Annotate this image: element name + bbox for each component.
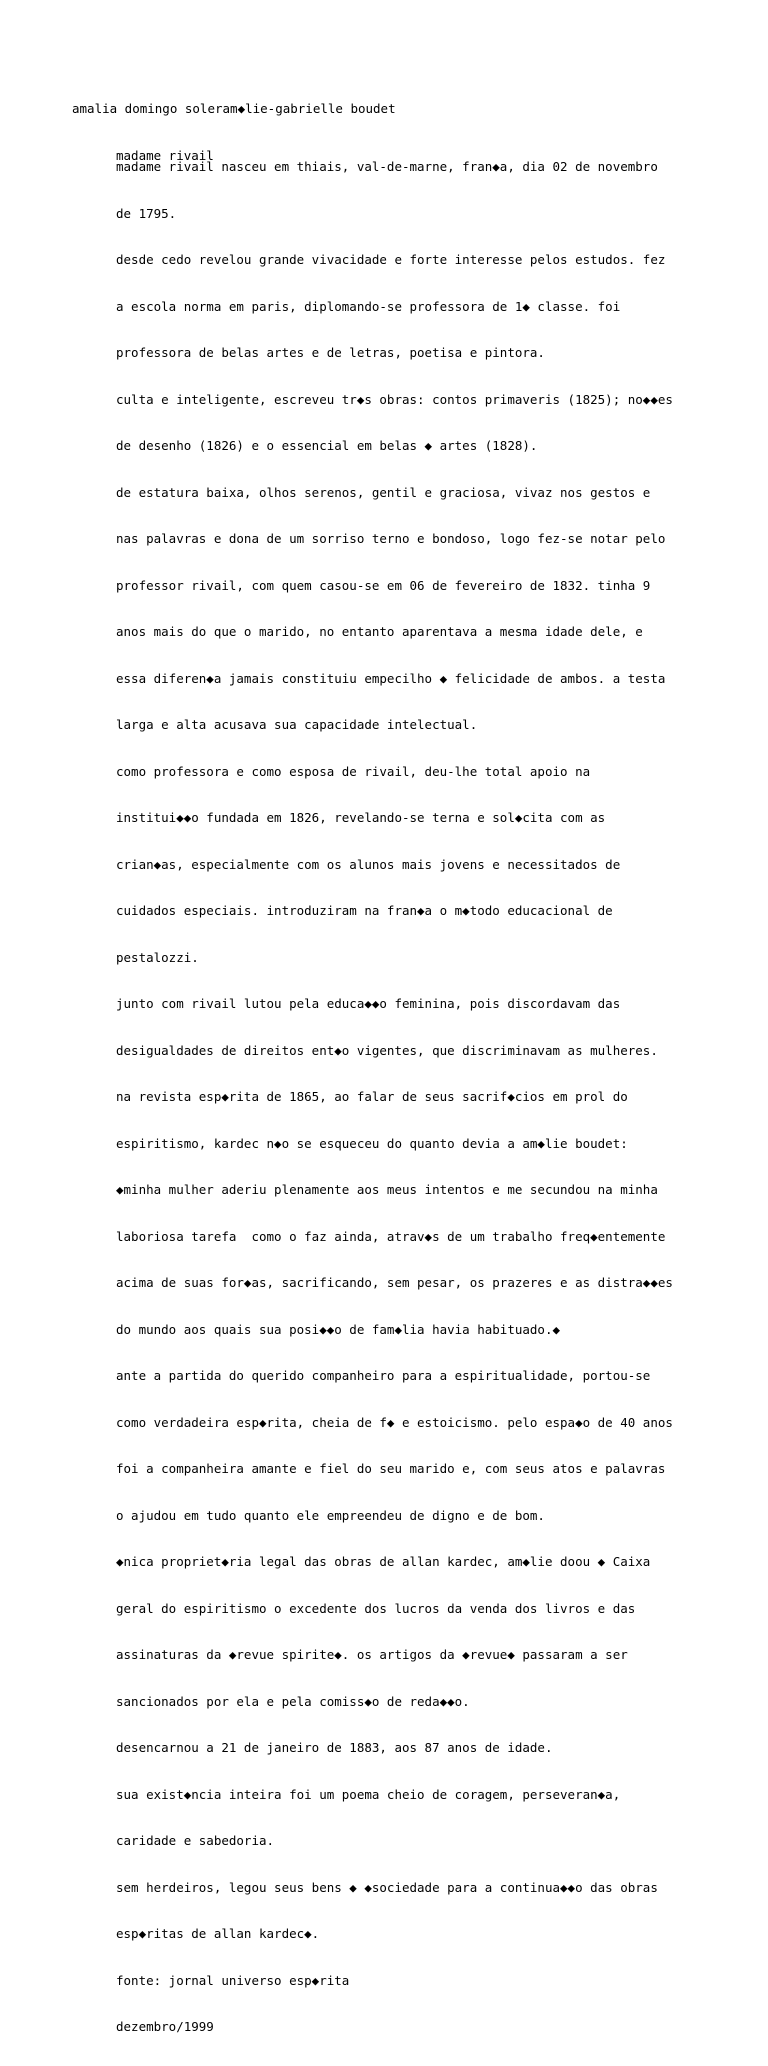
document-subtitle: madame rivail <box>116 147 214 163</box>
body-line: ◆minha mulher aderiu plenamente aos meus intentos e me secundou na minha <box>116 1182 658 1197</box>
body-line: professora de belas artes e de letras, poetisa e pintora. <box>116 345 545 360</box>
body-line: de desenho (1826) e o essencial em belas ◆ artes (1828). <box>116 438 538 453</box>
body-line: espiritismo, kardec n◆o se esqueceu do quanto devia a am◆lie boudet: <box>116 1135 628 1151</box>
body-line: na revista esp◆rita de 1865, ao falar de seus sacrif◆cios em prol do <box>116 1089 628 1104</box>
document-body <box>116 128 673 2066</box>
body-line: desde cedo revelou grande vivacidade e forte interesse pelos estudos. fez <box>116 252 666 267</box>
body-line: anos mais do que o marido, no entanto aparentava a mesma idade dele, e <box>116 624 643 639</box>
body-line: caridade e sabedoria. <box>116 1833 275 1848</box>
body-line: do mundo aos quais sua posi◆◆o de fam◆lia havia habituado.◆ <box>116 1321 561 1337</box>
body-line: culta e inteligente, escreveu tr◆s obras: contos primaveris (1825); no◆◆es <box>116 391 673 407</box>
body-line: a escola norma em paris, diplomando-se professora de 1◆ classe. foi <box>116 298 621 314</box>
body-line: o ajudou em tudo quanto ele empreendeu de digno e de bom. <box>116 1507 545 1523</box>
body-line: dezembro/1999 <box>116 2019 214 2034</box>
body-line: crian◆as, especialmente com os alunos mais jovens e necessitados de <box>116 856 621 872</box>
body-line: como verdadeira esp◆rita, cheia de f◆ e estoicismo. pelo espa◆o de 40 anos <box>116 1414 673 1430</box>
body-line: ante a partida do querido companheiro para a espiritualidade, portou-se <box>116 1368 651 1383</box>
body-line: larga e alta acusava sua capacidade intelectual. <box>116 717 478 732</box>
body-line: institui◆◆o fundada em 1826, revelando-se terna e sol◆cita com as <box>116 810 606 825</box>
body-line: sancionados por ela e pela comiss◆o de reda◆◆o. <box>116 1693 470 1709</box>
body-line: nas palavras e dona de um sorriso terno e bondoso, logo fez-se notar pelo <box>116 531 666 546</box>
body-line: de estatura baixa, olhos serenos, gentil e graciosa, vivaz nos gestos e <box>116 484 651 500</box>
body-line: ◆nica propriet◆ria legal das obras de allan kardec, am◆lie doou ◆ Caixa <box>116 1554 651 1569</box>
body-line: geral do espiritismo o excedente dos lucros da venda dos livros e das <box>116 1600 636 1616</box>
body-line: pestalozzi. <box>116 949 199 965</box>
body-line: sua exist◆ncia inteira foi um poema cheio de coragem, perseveran◆a, <box>116 1786 621 1802</box>
body-line: esp◆ritas de allan kardec◆. <box>116 1926 320 1941</box>
body-line: como professora e como esposa de rivail, deu-lhe total apoio na <box>116 763 591 779</box>
body-line: desigualdades de direitos ent◆o vigentes, que discriminavam as mulheres. <box>116 1042 658 1058</box>
document-title: amalia domingo soleram◆lie-gabrielle boudet <box>72 101 396 116</box>
body-line: madame rivail nasceu em thiais, val-de-marne, fran◆a, dia 02 de novembro <box>116 159 658 174</box>
body-line: essa diferen◆a jamais constituiu empecilho ◆ felicidade de ambos. a testa <box>116 670 666 686</box>
body-line: sem herdeiros, legou seus bens ◆ ◆sociedade para a continua◆◆o das obras <box>116 1879 658 1895</box>
body-line: desencarnou a 21 de janeiro de 1883, aos 87 anos de idade. <box>116 1740 553 1755</box>
body-line: fonte: jornal universo esp◆rita <box>116 1972 350 1988</box>
body-line: acima de suas for◆as, sacrificando, sem pesar, os prazeres e as distra◆◆es <box>116 1275 673 1290</box>
body-line: assinaturas da ◆revue spirite◆. os artigos da ◆revue◆ passaram a ser <box>116 1647 628 1662</box>
body-line: laboriosa tarefa como o faz ainda, atrav◆s de um trabalho freq◆entemente <box>116 1228 666 1244</box>
body-line: de 1795. <box>116 205 177 221</box>
body-line: professor rivail, com quem casou-se em 06 de fevereiro de 1832. tinha 9 <box>116 577 651 593</box>
body-line: foi a companheira amante e fiel do seu marido e, com seus atos e palavras <box>116 1461 666 1476</box>
body-line: junto com rivail lutou pela educa◆◆o feminina, pois discordavam das <box>116 996 621 1011</box>
body-line: cuidados especiais. introduziram na fran◆a o m◆todo educacional de <box>116 903 613 918</box>
